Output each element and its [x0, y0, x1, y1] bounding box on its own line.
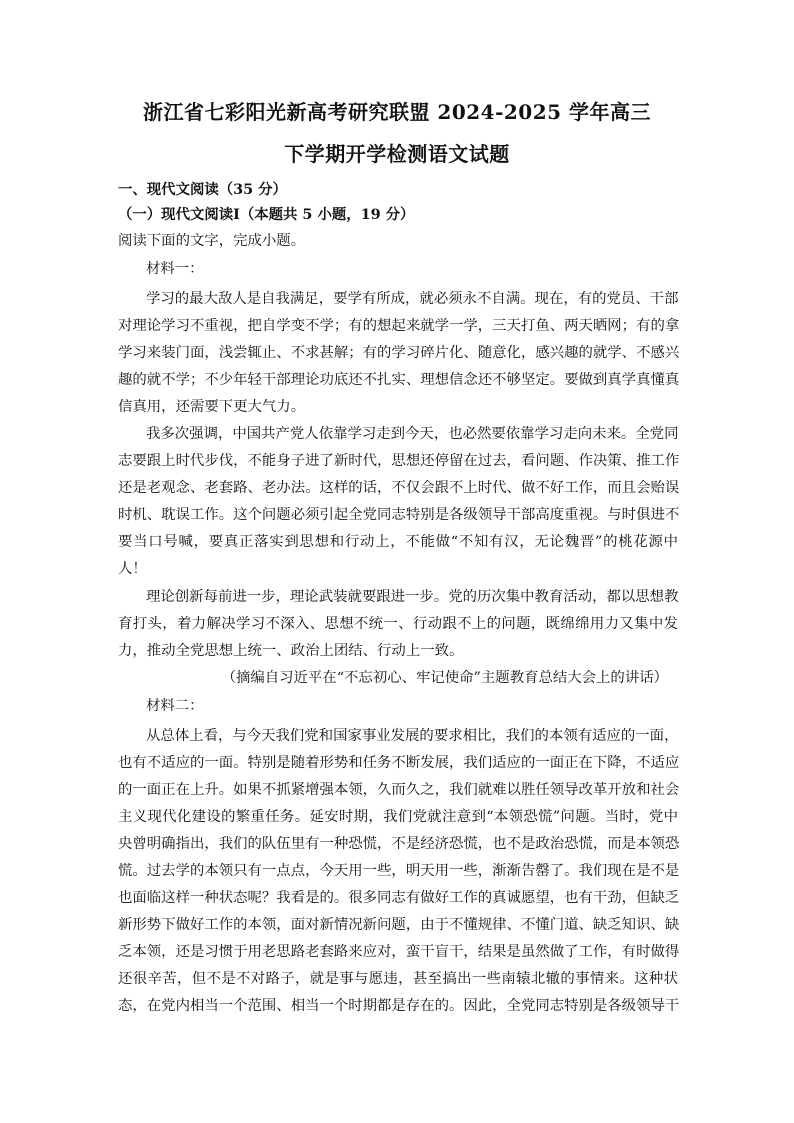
- subsection-heading: （一）现代文阅读Ⅰ（本题共 5 小题，19 分）: [118, 206, 415, 223]
- paragraph-line: 新形势下做好工作的本领，面对新情况新问题，由于不懂规律、不懂门道、缺乏知识、缺: [118, 917, 680, 933]
- section-heading: 一、现代文阅读（35 分）: [118, 181, 287, 198]
- paragraph-line: 时机、耽误工作。这个问题必须引起全党同志特别是各级领导干部高度重视。与时俱进不: [118, 507, 680, 523]
- paragraph-line: 力，推动全党思想上统一、政治上团结、行动上一致。: [118, 643, 464, 659]
- paragraph-line: 的一面正在上升。如果不抓紧增强本领，久而久之，我们就难以胜任领导改革开放和社会: [118, 782, 680, 798]
- paragraph-line: 我多次强调，中国共产党人依靠学习走到今天，也必然要依靠学习走向未来。全党同: [146, 426, 679, 442]
- paragraph-line: 也面临这样一种状态呢？我看是的。很多同志有做好工作的真诚愿望，也有干劲，但缺乏: [118, 890, 680, 906]
- paragraph-line: 对理论学习不重视，把自学变不学；有的想起来就学一学，三天打鱼、两天晒网；有的拿: [118, 318, 680, 334]
- paragraph-line: 信真用，还需要下更大气力。: [118, 399, 306, 415]
- paragraph-line: 乏本领，还是习惯于用老思路老套路来应对，蛮干盲干，结果是虽然做了工作，有时做得: [118, 944, 680, 960]
- paragraph-line: 央曾明确指出，我们的队伍里有一种恐慌，不是经济恐慌，也不是政治恐慌，而是本领恐: [118, 836, 680, 852]
- paragraph-line: 人！: [118, 561, 147, 577]
- paragraph-line: 要当口号喊，要真正落实到思想和行动上，不能做“不知有汉，无论魏晋”的桃花源中: [118, 534, 678, 550]
- paragraph-line: 还很辛苦，但不是不对路子，就是事与愿违，甚至搞出一些南辕北辙的事情来。这种状: [118, 971, 678, 987]
- paragraph-line: 慌。过去学的本领只有一点点，今天用一些，明天用一些，渐渐告罄了。我们现在是不是: [118, 863, 680, 879]
- material-2-label: 材料二：: [146, 698, 204, 714]
- paragraph-line: 志要跟上时代步伐，不能身子进了新时代，思想还停留在过去，看问题、作决策、推工作: [118, 453, 680, 469]
- paragraph-line: 学习来装门面，浅尝辄止、不求甚解；有的学习碎片化、随意化，感兴趣的就学、不感兴: [118, 345, 680, 361]
- paragraph-line: 趣的就不学；不少年轻干部理论功底还不扎实、理想信念还不够坚定。要做到真学真懂真: [118, 372, 680, 388]
- paragraph-line: 也有不适应的一面。特别是随着形势和任务不断发展，我们适应的一面正在下降，不适应: [118, 755, 680, 771]
- exam-title-line-2: 下学期开学检测语文试题: [284, 142, 510, 166]
- paragraph-line: 育打头，着力解决学习不深入、思想不统一、行动跟不上的问题，既绵绵用力又集中发: [118, 616, 678, 632]
- paragraph-line: 态，在党内相当一个范围、相当一个时期都是存在的。因此，全党同志特别是各级领导干: [118, 998, 680, 1014]
- paragraph-line: 学习的最大敌人是自我满足，要学有所成，就必须永不自满。现在，有的党员、干部: [146, 291, 679, 307]
- source-attribution: （摘编自习近平在“不忘初心、牢记使命”主题教育总结大会上的讲话）: [221, 670, 668, 686]
- paragraph-line: 理论创新每前进一步，理论武装就要跟进一步。党的历次集中教育活动，都以思想教: [146, 589, 679, 605]
- paragraph-line: 主义现代化建设的繁重任务。延安时期，我们党就注意到“本领恐慌”问题。当时，党中: [118, 809, 678, 825]
- exam-title-line-1: 浙江省七彩阳光新高考研究联盟 2024-2025 学年高三: [142, 100, 652, 124]
- material-1-label: 材料一：: [146, 261, 204, 277]
- paragraph-line: 还是老观念、老套路、老办法。这样的话，不仅会跟不上时代、做不好工作，而且会贻误: [118, 480, 680, 496]
- paragraph-line: 从总体上看，与今天我们党和国家事业发展的要求相比，我们的本领有适应的一面，: [146, 728, 679, 744]
- instruction-text: 阅读下面的文字，完成小题。: [118, 233, 306, 249]
